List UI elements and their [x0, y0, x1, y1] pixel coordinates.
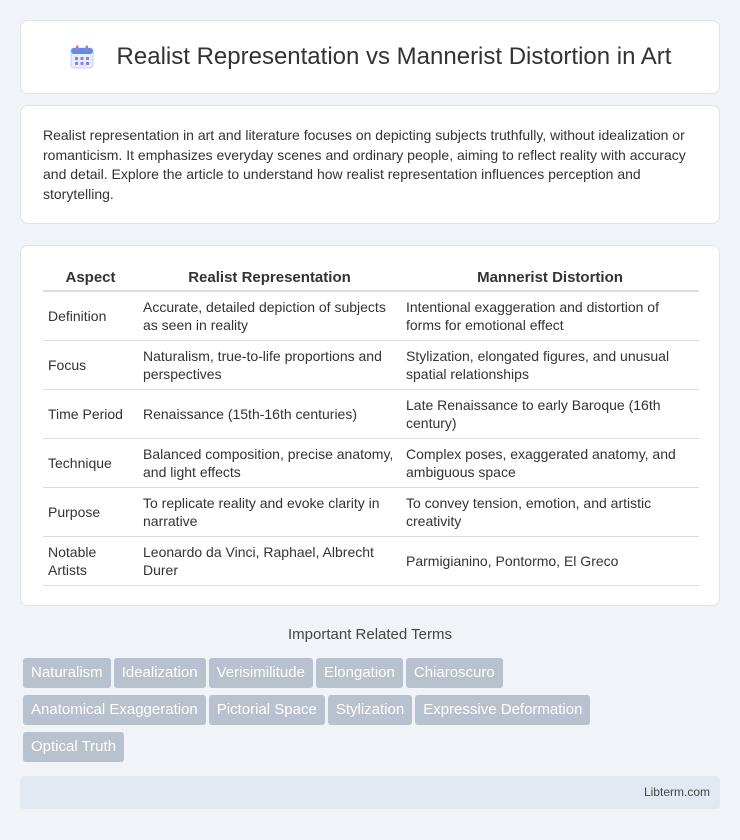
header-mannerist: Mannerist Distortion [401, 266, 699, 291]
row-mannerist: To convey tension, emotion, and artistic creativity [401, 487, 699, 536]
term-tag-naturalism[interactable]: Naturalism [23, 658, 111, 688]
page-title: Realist Representation vs Mannerist Distortion in Art [116, 43, 672, 70]
table-row [43, 536, 699, 585]
intro-text: Realist representation in art and literature focuses on depicting subjects truthfully, without idealization or romanticism. It emphasizes everyday scenes and ordinary people, aiming to reflect reality with accuracy and detail. Explore the article to understand how realist representation influences perception and storytelling. [43, 127, 686, 202]
row-aspect: Focus [43, 340, 138, 389]
table-row [43, 340, 699, 389]
header-realist: Realist Representation [138, 266, 401, 291]
intro-card [20, 105, 720, 224]
row-mannerist: Stylization, elongated figures, and unusual spatial relationships [401, 340, 699, 389]
row-realist: To replicate reality and evoke clarity in narrative [138, 487, 401, 536]
related-terms-tags [23, 658, 723, 769]
table-row [43, 389, 699, 438]
term-tag-chiaroscuro[interactable]: Chiaroscuro [406, 658, 503, 688]
table-header-row [43, 266, 699, 291]
term-tag-pictorial-space[interactable]: Pictorial Space [209, 695, 325, 725]
calendar-grid-icon [69, 44, 95, 70]
header-card [20, 20, 720, 94]
row-realist: Naturalism, true-to-life proportions and perspectives [138, 340, 401, 389]
row-aspect: Technique [43, 438, 138, 487]
comparison-table-card [20, 245, 720, 606]
term-tag-optical-truth[interactable]: Optical Truth [23, 732, 124, 762]
term-tag-idealization[interactable]: Idealization [114, 658, 206, 688]
footer-site-link[interactable]: Libterm.com [643, 785, 710, 799]
table-row [43, 438, 699, 487]
row-mannerist: Parmigianino, Pontormo, El Greco [401, 536, 699, 585]
term-tag-expressive-deformation[interactable]: Expressive Deformation [415, 695, 590, 725]
term-tag-elongation[interactable]: Elongation [316, 658, 403, 688]
table-row [43, 291, 699, 340]
row-realist: Renaissance (15th-16th centuries) [138, 389, 401, 438]
comparison-table [43, 266, 699, 586]
row-aspect: Notable Artists [43, 536, 138, 585]
row-aspect: Time Period [43, 389, 138, 438]
row-mannerist: Late Renaissance to early Baroque (16th century) [401, 389, 699, 438]
term-tag-anatomical-exaggeration[interactable]: Anatomical Exaggeration [23, 695, 206, 725]
row-realist: Balanced composition, precise anatomy, and light effects [138, 438, 401, 487]
header-aspect: Aspect [43, 266, 138, 291]
row-aspect: Definition [43, 291, 138, 340]
term-tag-verisimilitude[interactable]: Verisimilitude [209, 658, 313, 688]
row-realist: Leonardo da Vinci, Raphael, Albrecht Durer [138, 536, 401, 585]
row-realist: Accurate, detailed depiction of subjects as seen in reality [138, 291, 401, 340]
footer [20, 776, 720, 809]
table-row [43, 487, 699, 536]
row-mannerist: Complex poses, exaggerated anatomy, and ambiguous space [401, 438, 699, 487]
related-terms-title: Important Related Terms [288, 626, 452, 643]
term-tag-stylization[interactable]: Stylization [328, 695, 412, 725]
row-aspect: Purpose [43, 487, 138, 536]
row-mannerist: Intentional exaggeration and distortion of forms for emotional effect [401, 291, 699, 340]
